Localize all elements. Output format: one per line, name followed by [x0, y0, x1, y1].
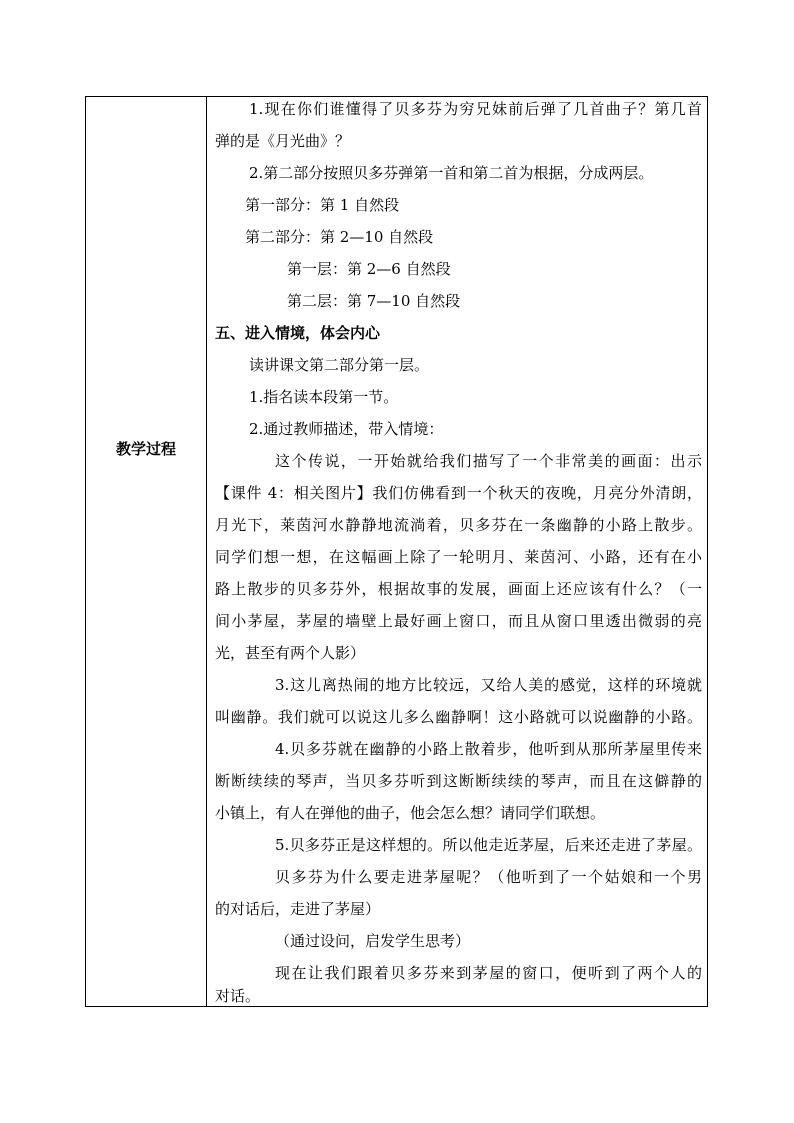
text-line: 2.第二部分按照贝多芬弹第一首和第二首为根据，分成两层。 [249, 164, 654, 182]
text-line: 弹的是《月光曲》？ [215, 132, 351, 150]
text-line: 这个传说，一开始就给我们描写了一个非常美的画面：出示 [275, 452, 702, 470]
text-line: （通过设问，启发学生思考） [275, 932, 471, 950]
text-line: 1.现在你们谁懂得了贝多芬为穷兄妹前后弹了几首曲子？第几首 [249, 100, 702, 118]
text-line: 【课件 4：相关图片】我们仿佛看到一个秋天的夜晚，月亮分外清朗， [215, 484, 702, 502]
text-line: 间小茅屋，茅屋的墙壁上最好画上窗口，而且从窗口里透出微弱的亮 [215, 612, 702, 630]
text-line: 第一层：第 2—6 自然段 [287, 260, 451, 278]
text-line: 叫幽静。我们就可以说这儿多么幽静啊！这小路就可以说幽静的小路。 [215, 708, 702, 726]
row-label: 教学过程 [115, 440, 176, 458]
text-line: 路上散步的贝多芬外，根据故事的发展，画面上还应该有什么？（一 [215, 580, 702, 598]
lesson-table [85, 96, 708, 1007]
text-line: 同学们想一想，在这幅画上除了一轮明月、莱茵河、小路，还有在小 [215, 548, 702, 566]
text-line: 贝多芬为什么要走进茅屋呢？（他听到了一个姑娘和一个男 [275, 868, 702, 886]
text-line: 5.贝多芬正是这样想的。所以他走近茅屋，后来还走进了茅屋。 [275, 836, 702, 854]
section-heading: 五、进入情境，体会内心 [215, 324, 381, 342]
text-line: 1.指名读本段第一节。 [249, 388, 399, 406]
text-line: 断断续续的琴声，当贝多芬听到这断断续续的琴声，而且在这僻静的 [215, 772, 702, 790]
text-line: 3.这儿离热闹的地方比较远，又给人美的感觉，这样的环境就 [275, 676, 702, 694]
label-cell [86, 97, 207, 1006]
text-line: 小镇上，有人在弹他的曲子，他会怎么想？请同学们联想。 [215, 804, 606, 822]
text-line: 读讲课文第二部分第一层。 [249, 356, 430, 374]
text-line: 现在让我们跟着贝多芬来到茅屋的窗口，便听到了两个人的 [275, 964, 702, 982]
text-line: 第二层：第 7—10 自然段 [287, 292, 461, 310]
text-line: 对话。 [215, 987, 261, 1005]
text-line: 第二部分：第 2—10 自然段 [245, 228, 434, 246]
text-line: 光，甚至有两个人影） [215, 644, 366, 662]
text-line: 4.贝多芬就在幽静的小路上散着步，他听到从那所茅屋里传来 [275, 740, 702, 758]
text-line: 第一部分：第 1 自然段 [245, 196, 400, 214]
text-line: 月光下，莱茵河水静静地流淌着，贝多芬在一条幽静的小路上散步。 [215, 516, 702, 534]
text-line: 2.通过教师描述，带入情境： [249, 420, 444, 438]
text-line: 的对话后，走进了茅屋） [215, 900, 381, 918]
